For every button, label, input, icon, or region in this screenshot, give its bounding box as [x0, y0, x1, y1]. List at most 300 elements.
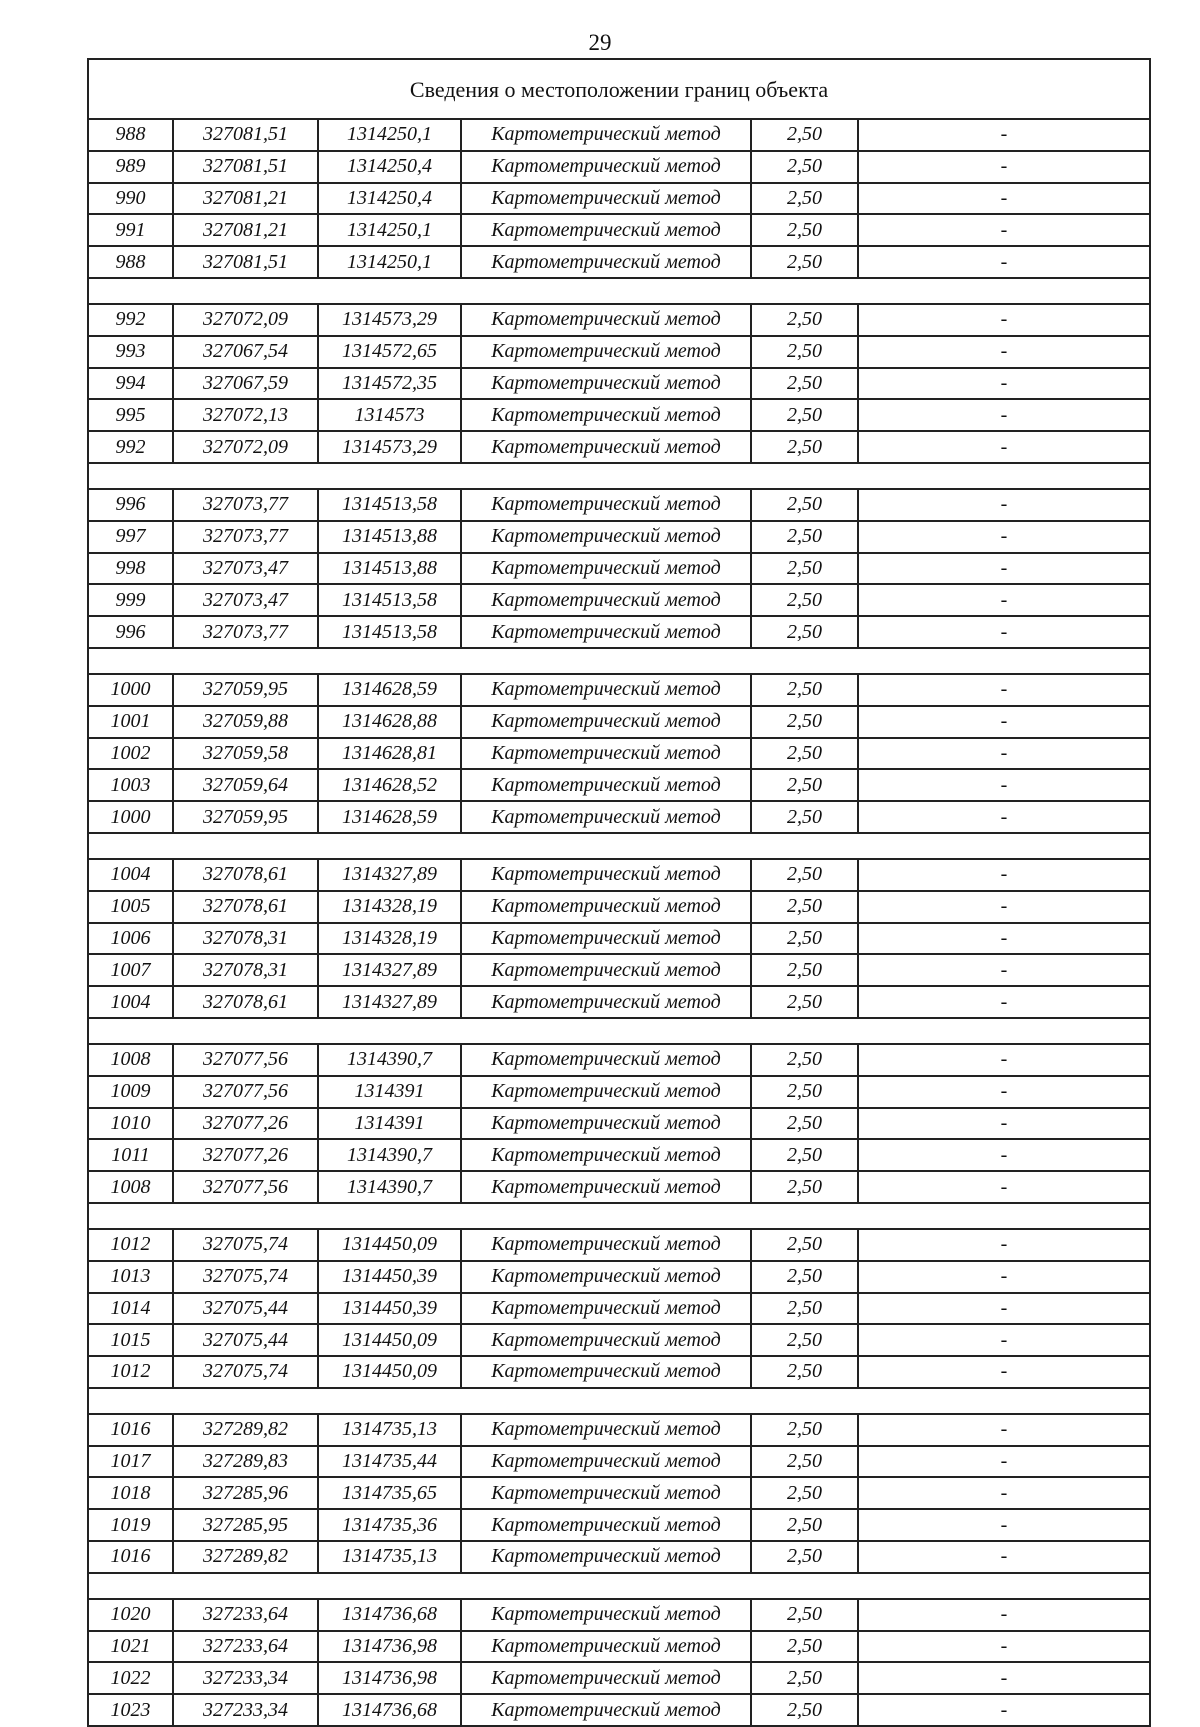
method-cell: Картометрический метод	[461, 151, 751, 183]
point-number-cell: 1004	[88, 986, 173, 1018]
table-row	[88, 1261, 1150, 1293]
table-row	[88, 1139, 1150, 1171]
description-cell: -	[858, 616, 1150, 648]
y-coordinate-cell: 1314327,89	[318, 859, 461, 891]
point-number-cell: 992	[88, 431, 173, 463]
point-number-cell: 1004	[88, 859, 173, 891]
x-coordinate-cell: 327081,51	[173, 119, 318, 151]
accuracy-cell: 2,50	[751, 119, 858, 151]
y-coordinate-cell: 1314628,81	[318, 738, 461, 770]
point-number-cell: 1020	[88, 1599, 173, 1631]
accuracy-cell: 2,50	[751, 1044, 858, 1076]
y-coordinate-cell: 1314450,09	[318, 1356, 461, 1388]
description-cell: -	[858, 584, 1150, 616]
description-cell: -	[858, 368, 1150, 400]
method-cell: Картометрический метод	[461, 489, 751, 521]
x-coordinate-cell: 327078,61	[173, 859, 318, 891]
y-coordinate-cell: 1314736,68	[318, 1694, 461, 1726]
description-cell: -	[858, 859, 1150, 891]
point-number-cell: 1000	[88, 801, 173, 833]
table-row	[88, 769, 1150, 801]
y-coordinate-cell: 1314513,58	[318, 489, 461, 521]
description-cell: -	[858, 1356, 1150, 1388]
table-row	[88, 891, 1150, 923]
x-coordinate-cell: 327233,34	[173, 1694, 318, 1726]
table-row	[88, 616, 1150, 648]
y-coordinate-cell: 1314450,39	[318, 1261, 461, 1293]
method-cell: Картометрический метод	[461, 1324, 751, 1356]
y-coordinate-cell: 1314450,39	[318, 1293, 461, 1325]
x-coordinate-cell: 327289,82	[173, 1414, 318, 1446]
description-cell: -	[858, 431, 1150, 463]
description-cell: -	[858, 986, 1150, 1018]
table-row	[88, 553, 1150, 585]
group-separator-cell	[88, 1203, 1150, 1229]
method-cell: Картометрический метод	[461, 246, 751, 278]
point-number-cell: 988	[88, 246, 173, 278]
accuracy-cell: 2,50	[751, 336, 858, 368]
accuracy-cell: 2,50	[751, 986, 858, 1018]
accuracy-cell: 2,50	[751, 304, 858, 336]
x-coordinate-cell: 327067,54	[173, 336, 318, 368]
description-cell: -	[858, 304, 1150, 336]
method-cell: Картометрический метод	[461, 616, 751, 648]
description-cell: -	[858, 954, 1150, 986]
accuracy-cell: 2,50	[751, 1599, 858, 1631]
accuracy-cell: 2,50	[751, 1108, 858, 1140]
table-row	[88, 1044, 1150, 1076]
x-coordinate-cell: 327081,21	[173, 183, 318, 215]
table-row	[88, 738, 1150, 770]
point-number-cell: 1010	[88, 1108, 173, 1140]
table-row	[88, 1631, 1150, 1663]
y-coordinate-cell: 1314327,89	[318, 986, 461, 1018]
group-separator-cell	[88, 1018, 1150, 1044]
accuracy-cell: 2,50	[751, 1261, 858, 1293]
point-number-cell: 1019	[88, 1509, 173, 1541]
table-row	[88, 1414, 1150, 1446]
accuracy-cell: 2,50	[751, 891, 858, 923]
boundary-coordinates-table	[87, 58, 1151, 1727]
group-separator-cell	[88, 1388, 1150, 1414]
x-coordinate-cell: 327078,31	[173, 923, 318, 955]
method-cell: Картометрический метод	[461, 521, 751, 553]
description-cell: -	[858, 336, 1150, 368]
description-cell: -	[858, 1599, 1150, 1631]
group-separator-cell	[88, 463, 1150, 489]
y-coordinate-cell: 1314573,29	[318, 304, 461, 336]
description-cell: -	[858, 1541, 1150, 1573]
y-coordinate-cell: 1314250,1	[318, 246, 461, 278]
point-number-cell: 1012	[88, 1356, 173, 1388]
point-number-cell: 1017	[88, 1446, 173, 1478]
accuracy-cell: 2,50	[751, 489, 858, 521]
y-coordinate-cell: 1314513,88	[318, 553, 461, 585]
description-cell: -	[858, 183, 1150, 215]
y-coordinate-cell: 1314628,59	[318, 801, 461, 833]
point-number-cell: 993	[88, 336, 173, 368]
table-row	[88, 431, 1150, 463]
x-coordinate-cell: 327073,47	[173, 584, 318, 616]
point-number-cell: 1008	[88, 1044, 173, 1076]
group-separator-cell	[88, 648, 1150, 674]
method-cell: Картометрический метод	[461, 923, 751, 955]
method-cell: Картометрический метод	[461, 1229, 751, 1261]
table-row	[88, 214, 1150, 246]
description-cell: -	[858, 489, 1150, 521]
description-cell: -	[858, 1446, 1150, 1478]
accuracy-cell: 2,50	[751, 368, 858, 400]
accuracy-cell: 2,50	[751, 801, 858, 833]
table-row	[88, 399, 1150, 431]
point-number-cell: 1018	[88, 1477, 173, 1509]
method-cell: Картометрический метод	[461, 1694, 751, 1726]
description-cell: -	[858, 891, 1150, 923]
description-cell: -	[858, 1261, 1150, 1293]
method-cell: Картометрический метод	[461, 1356, 751, 1388]
description-cell: -	[858, 1509, 1150, 1541]
accuracy-cell: 2,50	[751, 1446, 858, 1478]
accuracy-cell: 2,50	[751, 1509, 858, 1541]
y-coordinate-cell: 1314513,58	[318, 584, 461, 616]
point-number-cell: 1006	[88, 923, 173, 955]
y-coordinate-cell: 1314735,13	[318, 1414, 461, 1446]
y-coordinate-cell: 1314513,88	[318, 521, 461, 553]
table-row	[88, 119, 1150, 151]
y-coordinate-cell: 1314573	[318, 399, 461, 431]
accuracy-cell: 2,50	[751, 1694, 858, 1726]
x-coordinate-cell: 327078,61	[173, 986, 318, 1018]
y-coordinate-cell: 1314328,19	[318, 891, 461, 923]
y-coordinate-cell: 1314736,98	[318, 1662, 461, 1694]
group-separator-cell	[88, 833, 1150, 859]
description-cell: -	[858, 738, 1150, 770]
group-separator-row	[88, 648, 1150, 674]
accuracy-cell: 2,50	[751, 1662, 858, 1694]
x-coordinate-cell: 327059,95	[173, 801, 318, 833]
x-coordinate-cell: 327081,21	[173, 214, 318, 246]
accuracy-cell: 2,50	[751, 1477, 858, 1509]
description-cell: -	[858, 674, 1150, 706]
description-cell: -	[858, 1293, 1150, 1325]
method-cell: Картометрический метод	[461, 1261, 751, 1293]
point-number-cell: 994	[88, 368, 173, 400]
accuracy-cell: 2,50	[751, 1293, 858, 1325]
method-cell: Картометрический метод	[461, 304, 751, 336]
x-coordinate-cell: 327073,77	[173, 489, 318, 521]
table-row	[88, 1662, 1150, 1694]
x-coordinate-cell: 327289,83	[173, 1446, 318, 1478]
description-cell: -	[858, 923, 1150, 955]
y-coordinate-cell: 1314572,65	[318, 336, 461, 368]
point-number-cell: 1013	[88, 1261, 173, 1293]
y-coordinate-cell: 1314390,7	[318, 1171, 461, 1203]
y-coordinate-cell: 1314390,7	[318, 1139, 461, 1171]
point-number-cell: 997	[88, 521, 173, 553]
method-cell: Картометрический метод	[461, 891, 751, 923]
page-number: 29	[588, 30, 612, 55]
description-cell: -	[858, 1044, 1150, 1076]
accuracy-cell: 2,50	[751, 399, 858, 431]
x-coordinate-cell: 327059,64	[173, 769, 318, 801]
method-cell: Картометрический метод	[461, 431, 751, 463]
method-cell: Картометрический метод	[461, 1541, 751, 1573]
point-number-cell: 988	[88, 119, 173, 151]
point-number-cell: 1016	[88, 1414, 173, 1446]
x-coordinate-cell: 327285,95	[173, 1509, 318, 1541]
point-number-cell: 999	[88, 584, 173, 616]
method-cell: Картометрический метод	[461, 553, 751, 585]
accuracy-cell: 2,50	[751, 214, 858, 246]
x-coordinate-cell: 327072,13	[173, 399, 318, 431]
accuracy-cell: 2,50	[751, 1414, 858, 1446]
description-cell: -	[858, 1171, 1150, 1203]
description-cell: -	[858, 1631, 1150, 1663]
description-cell: -	[858, 1139, 1150, 1171]
table-row	[88, 1541, 1150, 1573]
method-cell: Картометрический метод	[461, 1108, 751, 1140]
x-coordinate-cell: 327075,44	[173, 1293, 318, 1325]
accuracy-cell: 2,50	[751, 1631, 858, 1663]
description-cell: -	[858, 399, 1150, 431]
accuracy-cell: 2,50	[751, 584, 858, 616]
method-cell: Картометрический метод	[461, 1139, 751, 1171]
y-coordinate-cell: 1314390,7	[318, 1044, 461, 1076]
x-coordinate-cell: 327233,64	[173, 1599, 318, 1631]
method-cell: Картометрический метод	[461, 674, 751, 706]
y-coordinate-cell: 1314328,19	[318, 923, 461, 955]
x-coordinate-cell: 327081,51	[173, 151, 318, 183]
description-cell: -	[858, 1477, 1150, 1509]
description-cell: -	[858, 553, 1150, 585]
x-coordinate-cell: 327073,77	[173, 521, 318, 553]
table-row	[88, 954, 1150, 986]
point-number-cell: 1009	[88, 1076, 173, 1108]
x-coordinate-cell: 327075,74	[173, 1229, 318, 1261]
group-separator-row	[88, 833, 1150, 859]
accuracy-cell: 2,50	[751, 859, 858, 891]
accuracy-cell: 2,50	[751, 738, 858, 770]
table-row	[88, 521, 1150, 553]
accuracy-cell: 2,50	[751, 246, 858, 278]
x-coordinate-cell: 327059,58	[173, 738, 318, 770]
x-coordinate-cell: 327072,09	[173, 304, 318, 336]
method-cell: Картометрический метод	[461, 584, 751, 616]
point-number-cell: 996	[88, 489, 173, 521]
description-cell: -	[858, 769, 1150, 801]
group-separator-cell	[88, 278, 1150, 304]
description-cell: -	[858, 1108, 1150, 1140]
method-cell: Картометрический метод	[461, 954, 751, 986]
y-coordinate-cell: 1314250,4	[318, 183, 461, 215]
x-coordinate-cell: 327285,96	[173, 1477, 318, 1509]
group-separator-row	[88, 463, 1150, 489]
description-cell: -	[858, 1076, 1150, 1108]
y-coordinate-cell: 1314628,88	[318, 706, 461, 738]
accuracy-cell: 2,50	[751, 616, 858, 648]
method-cell: Картометрический метод	[461, 183, 751, 215]
group-separator-row	[88, 1203, 1150, 1229]
table-row	[88, 584, 1150, 616]
method-cell: Картометрический метод	[461, 1044, 751, 1076]
x-coordinate-cell: 327075,74	[173, 1356, 318, 1388]
y-coordinate-cell: 1314391	[318, 1076, 461, 1108]
method-cell: Картометрический метод	[461, 1414, 751, 1446]
y-coordinate-cell: 1314250,1	[318, 119, 461, 151]
point-number-cell: 990	[88, 183, 173, 215]
accuracy-cell: 2,50	[751, 1324, 858, 1356]
x-coordinate-cell: 327081,51	[173, 246, 318, 278]
point-number-cell: 1003	[88, 769, 173, 801]
group-separator-cell	[88, 1573, 1150, 1599]
method-cell: Картометрический метод	[461, 336, 751, 368]
description-cell: -	[858, 214, 1150, 246]
y-coordinate-cell: 1314735,65	[318, 1477, 461, 1509]
accuracy-cell: 2,50	[751, 1171, 858, 1203]
x-coordinate-cell: 327078,61	[173, 891, 318, 923]
x-coordinate-cell: 327233,64	[173, 1631, 318, 1663]
point-number-cell: 991	[88, 214, 173, 246]
accuracy-cell: 2,50	[751, 1229, 858, 1261]
table-row	[88, 1694, 1150, 1726]
table-row	[88, 1076, 1150, 1108]
accuracy-cell: 2,50	[751, 769, 858, 801]
table-row	[88, 1229, 1150, 1261]
method-cell: Картометрический метод	[461, 1662, 751, 1694]
point-number-cell: 1008	[88, 1171, 173, 1203]
table-row	[88, 674, 1150, 706]
x-coordinate-cell: 327078,31	[173, 954, 318, 986]
point-number-cell: 996	[88, 616, 173, 648]
x-coordinate-cell: 327077,56	[173, 1044, 318, 1076]
method-cell: Картометрический метод	[461, 769, 751, 801]
x-coordinate-cell: 327233,34	[173, 1662, 318, 1694]
table-row	[88, 304, 1150, 336]
method-cell: Картометрический метод	[461, 859, 751, 891]
point-number-cell: 1022	[88, 1662, 173, 1694]
x-coordinate-cell: 327077,26	[173, 1139, 318, 1171]
point-number-cell: 1011	[88, 1139, 173, 1171]
table-row	[88, 1477, 1150, 1509]
method-cell: Картометрический метод	[461, 1171, 751, 1203]
x-coordinate-cell: 327075,74	[173, 1261, 318, 1293]
group-separator-row	[88, 1388, 1150, 1414]
point-number-cell: 1014	[88, 1293, 173, 1325]
y-coordinate-cell: 1314736,68	[318, 1599, 461, 1631]
accuracy-cell: 2,50	[751, 183, 858, 215]
accuracy-cell: 2,50	[751, 1076, 858, 1108]
group-separator-row	[88, 278, 1150, 304]
table-row	[88, 986, 1150, 1018]
description-cell: -	[858, 1229, 1150, 1261]
y-coordinate-cell: 1314250,1	[318, 214, 461, 246]
y-coordinate-cell: 1314513,58	[318, 616, 461, 648]
y-coordinate-cell: 1314736,98	[318, 1631, 461, 1663]
method-cell: Картометрический метод	[461, 801, 751, 833]
method-cell: Картометрический метод	[461, 1076, 751, 1108]
x-coordinate-cell: 327077,26	[173, 1108, 318, 1140]
y-coordinate-cell: 1314450,09	[318, 1229, 461, 1261]
point-number-cell: 1000	[88, 674, 173, 706]
table-row	[88, 1509, 1150, 1541]
table-row	[88, 859, 1150, 891]
accuracy-cell: 2,50	[751, 151, 858, 183]
point-number-cell: 1002	[88, 738, 173, 770]
y-coordinate-cell: 1314628,59	[318, 674, 461, 706]
point-number-cell: 1015	[88, 1324, 173, 1356]
table-row	[88, 1108, 1150, 1140]
accuracy-cell: 2,50	[751, 521, 858, 553]
method-cell: Картометрический метод	[461, 214, 751, 246]
accuracy-cell: 2,50	[751, 706, 858, 738]
y-coordinate-cell: 1314572,35	[318, 368, 461, 400]
point-number-cell: 992	[88, 304, 173, 336]
table-row	[88, 336, 1150, 368]
method-cell: Картометрический метод	[461, 1509, 751, 1541]
table-header-row	[88, 59, 1150, 119]
table-title: Сведения о местоположении границ объекта	[88, 59, 1150, 119]
table-row	[88, 801, 1150, 833]
description-cell: -	[858, 521, 1150, 553]
method-cell: Картометрический метод	[461, 1631, 751, 1663]
point-number-cell: 1005	[88, 891, 173, 923]
point-number-cell: 1016	[88, 1541, 173, 1573]
table-row	[88, 183, 1150, 215]
point-number-cell: 1001	[88, 706, 173, 738]
table-row	[88, 246, 1150, 278]
y-coordinate-cell: 1314327,89	[318, 954, 461, 986]
table-body	[88, 59, 1150, 1726]
table-row	[88, 1293, 1150, 1325]
accuracy-cell: 2,50	[751, 1356, 858, 1388]
x-coordinate-cell: 327059,95	[173, 674, 318, 706]
y-coordinate-cell: 1314391	[318, 1108, 461, 1140]
point-number-cell: 1007	[88, 954, 173, 986]
y-coordinate-cell: 1314628,52	[318, 769, 461, 801]
boundary-table-container	[87, 58, 1149, 1727]
x-coordinate-cell: 327072,09	[173, 431, 318, 463]
table-row	[88, 151, 1150, 183]
table-row	[88, 1324, 1150, 1356]
table-row	[88, 489, 1150, 521]
method-cell: Картометрический метод	[461, 1477, 751, 1509]
y-coordinate-cell: 1314735,44	[318, 1446, 461, 1478]
x-coordinate-cell: 327073,77	[173, 616, 318, 648]
y-coordinate-cell: 1314250,4	[318, 151, 461, 183]
x-coordinate-cell: 327077,56	[173, 1076, 318, 1108]
method-cell: Картометрический метод	[461, 706, 751, 738]
method-cell: Картометрический метод	[461, 1446, 751, 1478]
description-cell: -	[858, 1662, 1150, 1694]
method-cell: Картометрический метод	[461, 986, 751, 1018]
y-coordinate-cell: 1314735,36	[318, 1509, 461, 1541]
x-coordinate-cell: 327077,56	[173, 1171, 318, 1203]
description-cell: -	[858, 1414, 1150, 1446]
x-coordinate-cell: 327067,59	[173, 368, 318, 400]
accuracy-cell: 2,50	[751, 431, 858, 463]
table-row	[88, 368, 1150, 400]
y-coordinate-cell: 1314450,09	[318, 1324, 461, 1356]
point-number-cell: 1012	[88, 1229, 173, 1261]
group-separator-row	[88, 1018, 1150, 1044]
description-cell: -	[858, 706, 1150, 738]
accuracy-cell: 2,50	[751, 954, 858, 986]
x-coordinate-cell: 327073,47	[173, 553, 318, 585]
x-coordinate-cell: 327075,44	[173, 1324, 318, 1356]
method-cell: Картометрический метод	[461, 399, 751, 431]
group-separator-row	[88, 1573, 1150, 1599]
point-number-cell: 1021	[88, 1631, 173, 1663]
